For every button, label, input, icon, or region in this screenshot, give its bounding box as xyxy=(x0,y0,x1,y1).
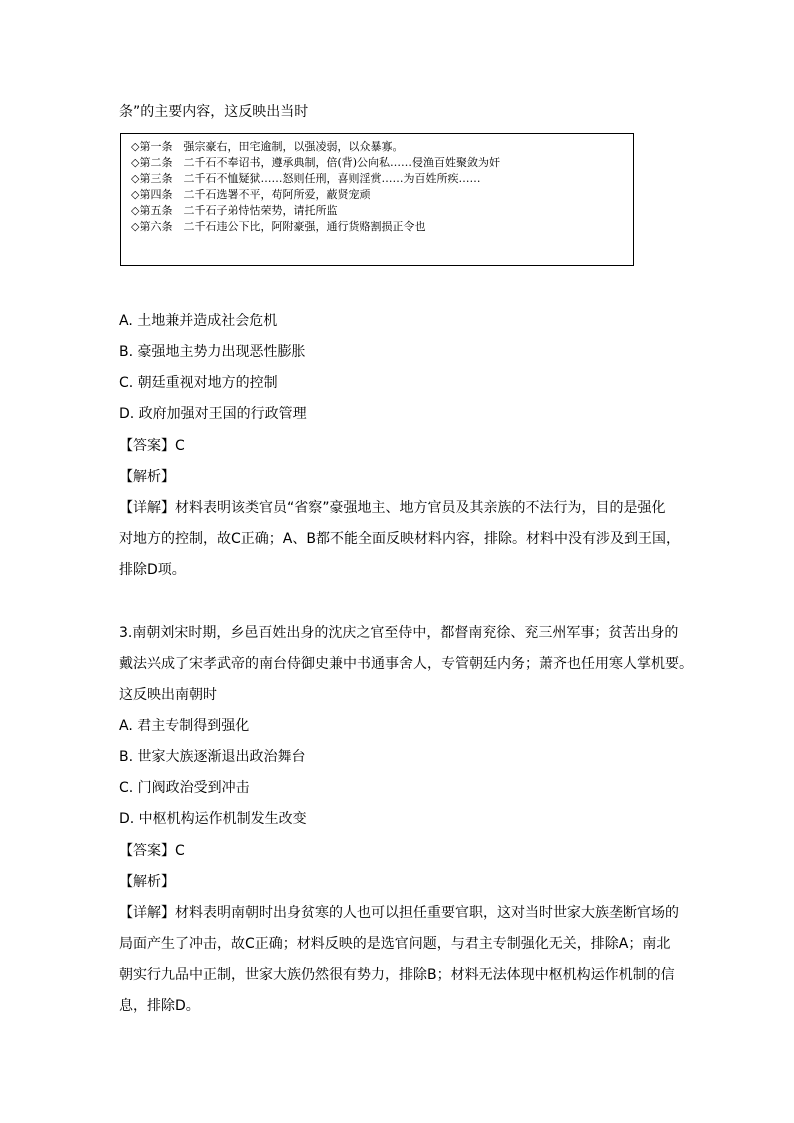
q3-analysis-label: 【解析】 xyxy=(119,874,175,890)
q2-box-line-4: ◇第四条 二千石选署不平，苟阿所爱，蔽贤宠顽 xyxy=(131,188,371,201)
q3-stem-line-2: 戴法兴成了宋孝武帝的南台侍御史兼中书通事舍人，专管朝廷内务；萧齐也任用寒人掌机要。 xyxy=(119,656,693,672)
q2-answer: 【答案】C xyxy=(119,438,185,454)
q2-detail-line-1: 【详解】材料表明该类官员“省察”豪强地主、地方官员及其亲族的不法行为，目的是强化 xyxy=(119,500,666,516)
q2-option-b: B. 豪强地主势力出现恶性膨胀 xyxy=(119,344,306,360)
q3-option-c: C. 门阀政治受到冲击 xyxy=(119,780,250,796)
q2-box-line-6: ◇第六条 二千石违公下比，阿附豪强，通行货赂割损正令也 xyxy=(131,220,426,233)
q3-option-a: A. 君主专制得到强化 xyxy=(119,718,250,734)
q3-stem-line-1: 3.南朝刘宋时期，乡邑百姓出身的沈庆之官至侍中，都督南兖徐、兖三州军事；贫苦出身的 xyxy=(119,625,679,641)
q3-stem-line-3: 这反映出南朝时 xyxy=(119,687,217,703)
q2-detail-line-3: 排除D项。 xyxy=(119,562,186,578)
q2-option-d: D. 政府加强对王国的行政管理 xyxy=(119,406,307,422)
q2-box-line-3: ◇第三条 二千石不恤疑狱……怒则任刑，喜则淫赏……为百姓所疾…… xyxy=(131,172,481,185)
q3-detail-line-2: 局面产生了冲击，故C正确；材料反映的是选官问题，与君主专制强化无关，排除A；南北 xyxy=(119,936,671,952)
q2-box-line-1: ◇第一条 强宗豪右，田宅逾制，以强凌弱，以众暴寡。 xyxy=(131,140,404,153)
q2-stem-tail: 条”的主要内容，这反映出当时 xyxy=(119,104,309,120)
q2-option-c: C. 朝廷重视对地方的控制 xyxy=(119,375,278,391)
q2-detail-line-2: 对地方的控制，故C正确；A、B都不能全面反映材料内容，排除。材料中没有涉及到王国， xyxy=(119,531,680,547)
q2-box-line-5: ◇第五条 二千石子弟恃怙荣势，请托所监 xyxy=(131,204,338,217)
q3-answer: 【答案】C xyxy=(119,843,185,859)
q3-detail-line-4: 息，排除D。 xyxy=(119,998,200,1014)
q3-detail-line-3: 朝实行九品中正制，世家大族仍然很有势力，排除B；材料无法体现中枢机构运作机制的信 xyxy=(119,967,675,983)
q3-option-d: D. 中枢机构运作机制发生改变 xyxy=(119,811,307,827)
q3-option-b: B. 世家大族逐渐退出政治舞台 xyxy=(119,749,306,765)
q3-detail-line-1: 【详解】材料表明南朝时出身贫寒的人也可以担任重要官职，这对当时世家大族垄断官场的 xyxy=(119,905,679,921)
q2-material-box xyxy=(120,133,634,266)
q2-option-a: A. 土地兼并造成社会危机 xyxy=(119,313,278,329)
q2-box-line-2: ◇第二条 二千石不奉诏书，遵承典制，倍(背)公向私……侵渔百姓聚敛为奸 xyxy=(131,156,501,169)
q2-analysis-label: 【解析】 xyxy=(119,469,175,485)
